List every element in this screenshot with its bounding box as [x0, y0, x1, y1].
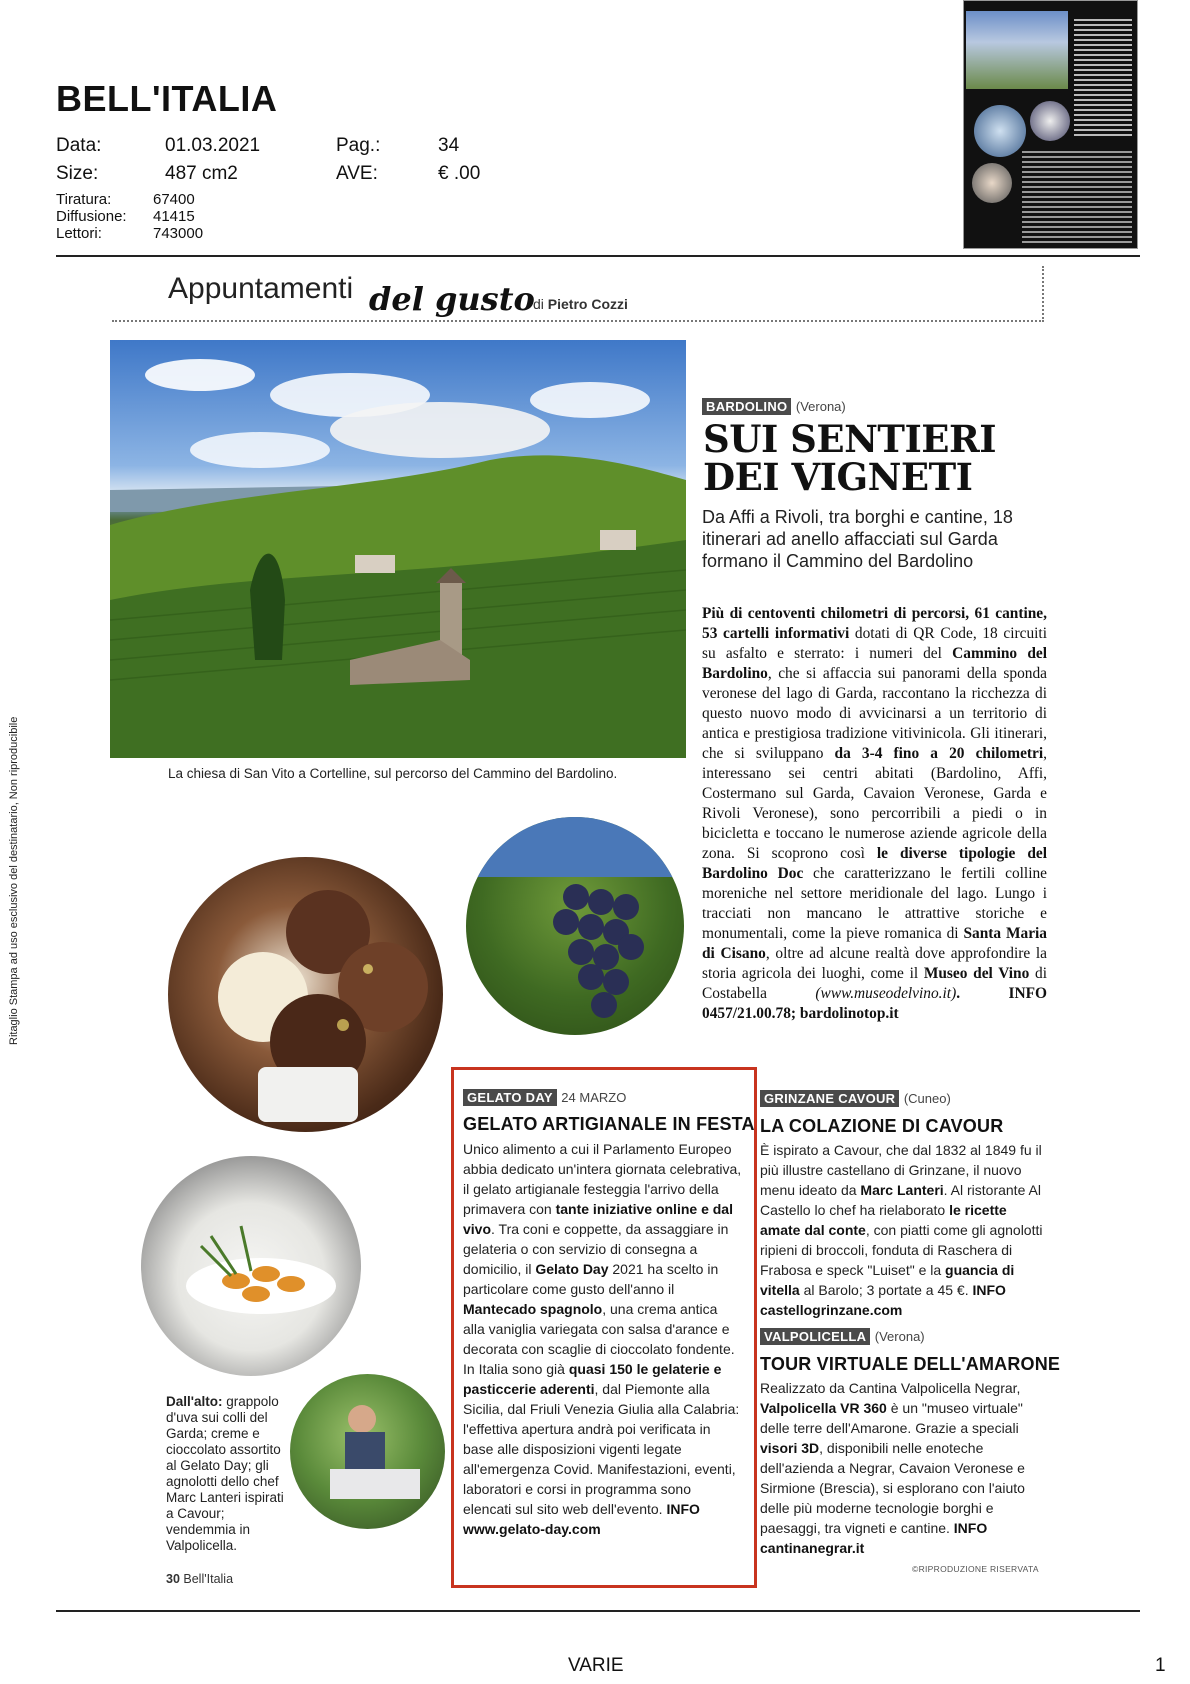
pag-value: 34 [438, 135, 460, 156]
grinzane-title: LA COLAZIONE DI CAVOUR [760, 1116, 1004, 1136]
gelato-kicker-sub: 24 MARZO [561, 1090, 627, 1105]
text-run: Marc Lanteri [860, 1182, 944, 1198]
diffusione-label: Diffusione: [56, 208, 127, 225]
diffusione-value: 41415 [153, 208, 195, 225]
harvest-illustration [290, 1374, 445, 1529]
thumbnail-circle-1 [974, 105, 1026, 157]
text-run: Museo del Vino [923, 965, 1030, 982]
gelato-illustration [168, 857, 443, 1132]
caption2-lead: Dall'alto: [166, 1394, 223, 1409]
text-run: tante iniziative online e dal vivo [463, 1201, 733, 1237]
page-thumbnail [963, 0, 1138, 249]
main-kicker: BARDOLINO [702, 398, 791, 415]
text-run: Santa Maria di Cisano [702, 925, 1047, 962]
text-run: guancia di vitella [760, 1262, 1015, 1298]
text-run: Cammino del Bardolino [702, 645, 1048, 682]
folio-number: 30 [166, 1572, 180, 1586]
text-run: È ispirato a Cavour, che dal 1832 al 1849 fu il più illustre castellano di Grinzane, il nuovo menu ideato da [760, 1142, 1042, 1198]
text-run: di Costabella [702, 965, 1047, 1002]
data-value: 01.03.2021 [165, 135, 261, 156]
text-run: quasi 150 le gelaterie e pasticcerie aderenti [463, 1361, 722, 1397]
valpolicella-kicker-row [760, 1328, 925, 1346]
main-title-line1: SUI SENTIERI [703, 417, 997, 461]
text-run: , oltre ad alcune realtà dove approfondire la storia agricola dei luoghi, come il [702, 945, 1047, 982]
text-run: (www.museodelvino.it) [815, 985, 957, 1002]
lettori-label: Lettori: [56, 225, 102, 242]
ave-label: AVE: [336, 163, 378, 184]
grapes-illustration [466, 817, 684, 1035]
footer-category: VARIE [568, 1655, 624, 1676]
photo-caption-2 [166, 1394, 292, 1554]
footer-page-number: 1 [1155, 1655, 1166, 1676]
text-run: . Tra coni e coppette, da assaggiare in gelateria o con servizio di consegna a domicilio, il [463, 1221, 729, 1277]
text-run: che caratterizzano le fertili colline moreniche nel settore meridionale del lago. Lungo i tracciati non mancano le attrattive storiche e monumentali, come la pieve romanica di [702, 865, 1047, 942]
photo-caption: La chiesa di San Vito a Cortelline, sul percorso del Cammino del Bardolino. [168, 766, 618, 781]
text-run: è un "museo virtuale" delle terre dell'Amarone. Grazie a speciali [760, 1400, 1023, 1436]
valpolicella-body-text [760, 1378, 1045, 1558]
tiratura-label: Tiratura: [56, 191, 112, 208]
ave-value: € .00 [438, 163, 481, 184]
text-run: visori 3D [760, 1440, 820, 1456]
thumbnail-columns [1022, 151, 1132, 243]
agnolotti-photo [141, 1156, 361, 1376]
section-title-italic: del gusto [369, 280, 535, 318]
tiratura-value: 67400 [153, 191, 195, 208]
main-kicker-row [702, 398, 846, 416]
main-title [703, 417, 1033, 499]
folio-name: Bell'Italia [183, 1572, 234, 1586]
vineyard-illustration [110, 340, 686, 758]
data-label: Data: [56, 135, 102, 156]
byline-di: di [533, 296, 544, 312]
gelato-kicker: GELATO DAY [463, 1089, 557, 1106]
main-kicker-sub: (Verona) [795, 399, 846, 414]
text-run: Realizzato da Cantina Valpolicella Negrar, [760, 1380, 1021, 1396]
main-title-line2: DEI VIGNETI [703, 455, 973, 499]
text-run: , che si affaccia sui panorami della sponda veronese del lago di Garda, raccontano la ricchezza di questo nuovo modo di avvicinarsi a un territorio di antica e prestigiosa tradizione vitivinicola. Gli itinerari, che si sviluppano [702, 665, 1047, 762]
pag-label: Pag.: [336, 135, 381, 156]
gelato-body-text [463, 1139, 743, 1539]
grinzane-body-text [760, 1140, 1045, 1320]
thumbnail-circle-2 [1030, 101, 1070, 141]
side-note: Ritaglio Stampa ad uso esclusivo del destinatario, Non riproducibile [8, 716, 20, 1045]
text-run: dotati di QR Code, 18 circuiti su asfalto e sterrato: i numeri del [702, 625, 1047, 662]
vineyard-photo [110, 340, 686, 758]
size-value: 487 cm2 [165, 163, 238, 184]
text-run: INFO castellogrinzane.com [760, 1282, 1006, 1318]
gelato-kicker-row [463, 1089, 626, 1107]
thumbnail-circle-3 [972, 163, 1012, 203]
gelato-title: GELATO ARTIGIANALE IN FESTA [463, 1114, 755, 1134]
text-run: Unico alimento a cui il Parlamento Europeo abbia dedicato un'intera giornata celebrativa, il gelato artigianale festeggia l'arrivo della primavera con [463, 1141, 742, 1217]
grinzane-kicker-row [760, 1090, 951, 1108]
text-run: . INFO 0457/21.00.78; bardolinotop.it [702, 985, 1047, 1022]
header-rule [56, 255, 1140, 257]
valpolicella-kicker-sub: (Verona) [874, 1329, 925, 1344]
copyright-notice: ©RIPRODUZIONE RISERVATA [912, 1564, 1039, 1574]
text-run: , interessano sei centri abitati (Bardolino, Affi, Costermano sul Garda, Cavaion Veronese, Garda e Rivoli Veronese), sono percorribili a piedi o in bicicletta e toccano le numerose aziende agricole della zona. Si scoprono così [702, 745, 1047, 862]
text-run: INFO cantinanegrar.it [760, 1520, 988, 1556]
valpolicella-title: TOUR VIRTUALE DELL'AMARONE [760, 1354, 1061, 1374]
byline [533, 296, 628, 312]
thumbnail-text [1074, 19, 1132, 139]
section-title: Appuntamenti [168, 272, 354, 305]
text-run: , con piatti come gli agnolotti ripieni di broccoli, fonduta di Raschera di Frabosa e speck "Luiset" e la [760, 1222, 1043, 1278]
text-run: da 3-4 fino a 20 chilometri [834, 745, 1044, 762]
text-run: . Al ristorante Al Castello lo chef ha rielaborato [760, 1182, 1041, 1218]
byline-author: Pietro Cozzi [547, 296, 628, 312]
footer-rule [56, 1610, 1140, 1612]
text-run: le diverse tipologie del Bardolino Doc [702, 845, 1048, 882]
thumbnail-photo [966, 11, 1068, 89]
lettori-value: 743000 [153, 225, 204, 242]
agnolotti-illustration [141, 1156, 361, 1376]
text-run: Gelato Day [535, 1261, 609, 1277]
publication-title: BELL'ITALIA [56, 78, 278, 119]
text-run: Più di centoventi chilometri di percorsi, 61 cantine, 53 cartelli informativi [702, 605, 1047, 642]
grapes-photo [466, 817, 684, 1035]
size-label: Size: [56, 163, 99, 184]
text-run: , disponibili nelle enoteche dell'azienda a Negrar, Cavaion Veronese e Sirmione (Brescia), si esplorano con l'aiuto delle più moderne tecnologie borghi e paesaggi, tra vigneti e cantine. [760, 1440, 1025, 1536]
text-run: Valpolicella VR 360 [760, 1400, 887, 1416]
text-run: le ricette amate dal conte [760, 1202, 1007, 1238]
grinzane-kicker: GRINZANE CAVOUR [760, 1090, 899, 1107]
grinzane-kicker-sub: (Cuneo) [903, 1091, 951, 1106]
folio [166, 1572, 233, 1586]
text-run: , una crema antica alla vaniglia variegata con salsa d'arance e decorata con scaglie di cioccolato fondente. In Italia sono già [463, 1301, 735, 1377]
main-body-text [702, 604, 1047, 1024]
text-run: , dal Piemonte alla Sicilia, dal Friuli Venezia Giulia alla Calabria: l'effettiva apertura andrà poi verificata in base alle disposizioni vigenti legate all'emergenza Covid. Manifestazioni, eventi, laboratori e corsi in programma sono elencati sul sito web dell'evento. [463, 1381, 740, 1517]
text-run: Mantecado spagnolo [463, 1301, 603, 1317]
valpolicella-kicker: VALPOLICELLA [760, 1328, 870, 1345]
text-run: al Barolo; 3 portate a 45 €. [799, 1282, 973, 1298]
text-run: INFO www.gelato-day.com [463, 1501, 700, 1537]
text-run: 2021 ha scelto in particolare come gusto dell'anno il [463, 1261, 719, 1297]
gelato-photo [168, 857, 443, 1132]
caption2-text: grappolo d'uva sui colli del Garda; creme e cioccolato assortito al Gelato Day; gli agnolotti dello chef Marc Lanteri ispirati a Cavour; vendemmia in Valpolicella. [166, 1394, 284, 1553]
harvest-photo [290, 1374, 445, 1529]
main-lead: Da Affi a Rivoli, tra borghi e cantine, 18 itinerari ad anello affacciati sul Garda formano il Cammino del Bardolino [702, 507, 1013, 571]
